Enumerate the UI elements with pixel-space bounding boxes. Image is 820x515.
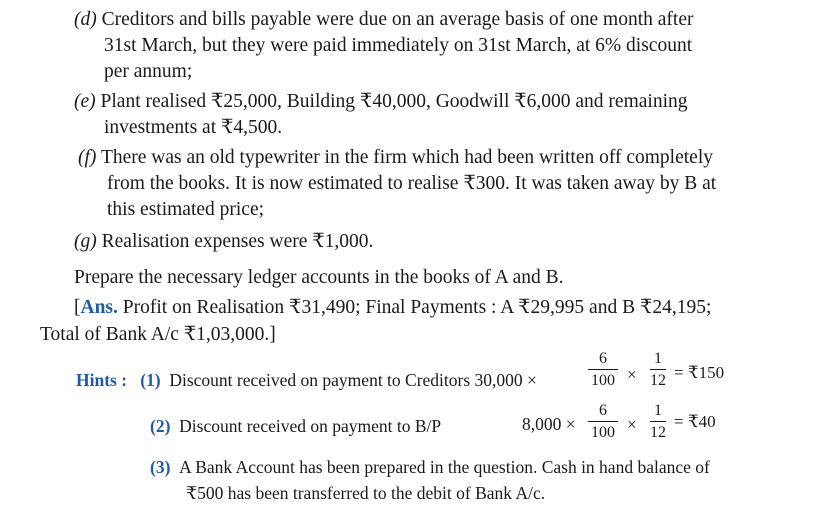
- answer-label: Ans.: [80, 297, 118, 318]
- item-e-label: (e): [74, 91, 96, 112]
- item-e-line-1: [74, 90, 687, 114]
- hint-2-amount: 8,000 ×: [522, 414, 576, 434]
- item-g-text-1: Realisation expenses were ₹1,000.: [101, 231, 374, 252]
- hint-1-text: Discount received on payment to Creditors 30,000 ×: [169, 370, 537, 390]
- hint-3-text-1: A Bank Account has been prepared in the question. Cash in hand balance of: [179, 457, 710, 477]
- instruction-text: Prepare the necessary ledger accounts in the books of A and B.: [74, 267, 564, 288]
- hint-2-result: = ₹40: [674, 412, 716, 431]
- hint-2-text: Discount received on payment to B/P: [179, 416, 442, 436]
- answer-line-2: Total of Bank A/c ₹1,03,000.]: [40, 324, 276, 345]
- hint-2-line: [150, 414, 441, 438]
- hint-1-fraction-2: [650, 350, 666, 390]
- item-f-line-3: this estimated price;: [107, 199, 265, 220]
- hint-2-number: (2): [150, 416, 171, 436]
- hint-2-f1-den: 100: [591, 424, 615, 441]
- hint-3-number: (3): [150, 457, 171, 477]
- hint-2-fraction-2: [650, 402, 666, 442]
- hint-2-f2-den: 12: [650, 424, 666, 441]
- answer-text-1: Profit on Realisation ₹31,490; Final Payments : A ₹29,995 and B ₹24,195;: [122, 297, 712, 318]
- hint-1-number: (1): [140, 370, 161, 390]
- item-f-line-1: [78, 146, 713, 170]
- hint-1-f1-num: 6: [599, 350, 607, 367]
- hint-1-line: [76, 368, 537, 392]
- hint-3-line-1: [150, 455, 710, 479]
- answer-line-1: [74, 296, 711, 320]
- hint-2-f1-num: 6: [599, 402, 607, 419]
- item-e-line-2: investments at ₹4,500.: [104, 117, 283, 138]
- hint-1-result: = ₹150: [674, 363, 725, 382]
- item-f-label: (f): [78, 147, 97, 168]
- item-g-label: (g): [74, 231, 97, 252]
- hint-3-line-2: ₹500 has been transferred to the debit of Bank A/c.: [186, 483, 546, 503]
- item-f-text-1: There was an old typewriter in the firm which had been written off completely: [100, 147, 713, 168]
- hint-1-f1-den: 100: [591, 372, 615, 389]
- item-d-line-1: [74, 8, 693, 32]
- hint-2-times: ×: [627, 415, 637, 434]
- hint-1-fraction-1: [588, 350, 618, 390]
- hint-1-f2-num: 1: [654, 350, 662, 367]
- item-d-text-1: Creditors and bills payable were due on an average basis of one month after: [101, 9, 694, 30]
- hints-title: Hints :: [76, 370, 128, 390]
- hint-1-f2-den: 12: [650, 372, 666, 389]
- item-e-text-1: Plant realised ₹25,000, Building ₹40,000, Goodwill ₹6,000 and remaining: [100, 91, 688, 112]
- item-d-line-2: 31st March, but they were paid immediately on 31st March, at 6% discount: [104, 35, 693, 56]
- hint-1-times: ×: [627, 365, 637, 384]
- item-d-label: (d): [74, 9, 97, 30]
- item-g-line-1: [74, 230, 373, 254]
- item-d-line-3: per annum;: [104, 61, 193, 82]
- item-f-line-2: from the books. It is now estimated to realise ₹300. It was taken away by B at: [107, 173, 717, 194]
- answer-bracket: [: [74, 297, 81, 318]
- hint-2-fraction-1: [588, 402, 618, 442]
- hint-2-f2-num: 1: [654, 402, 662, 419]
